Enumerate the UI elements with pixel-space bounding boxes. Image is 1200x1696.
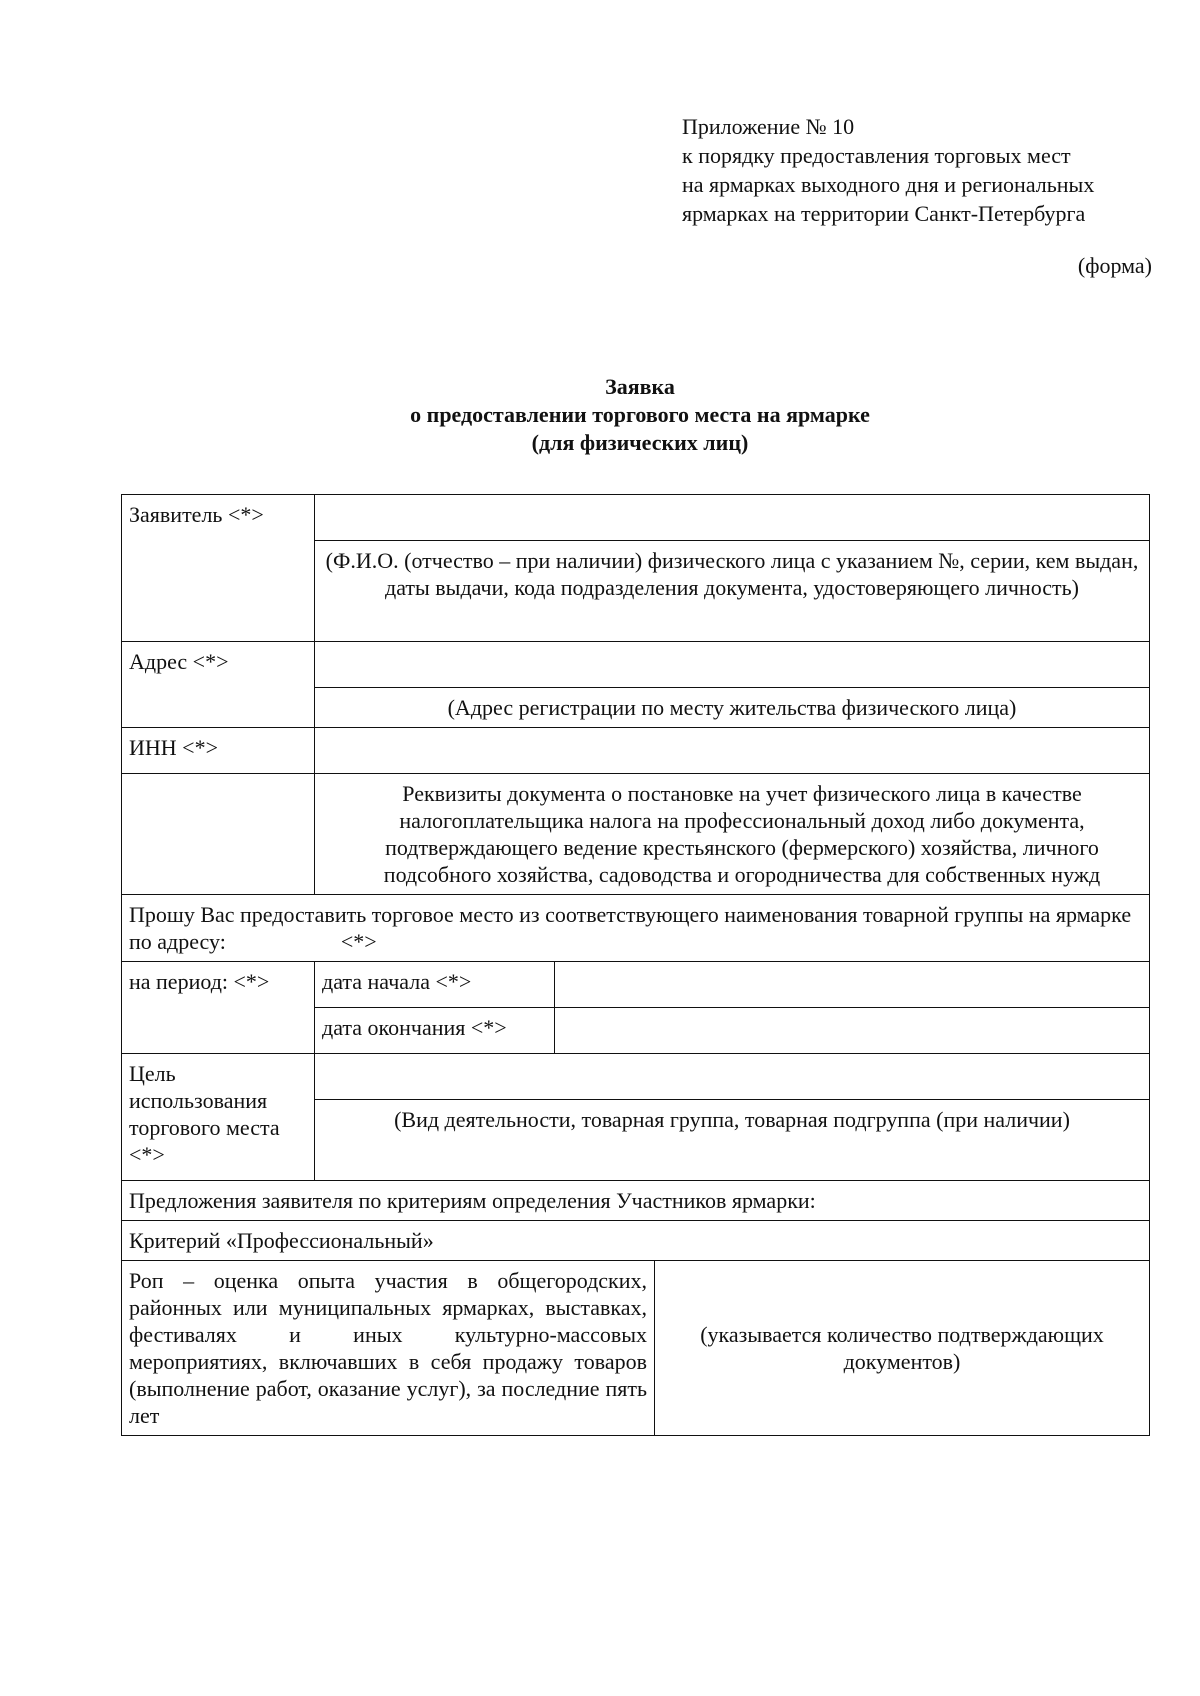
end-date-label: дата окончания <*>: [315, 1008, 555, 1054]
request-cell: [122, 895, 1150, 962]
title-line: Заявка: [605, 374, 675, 399]
purpose-note: (Вид деятельности, товарная группа, товарная подгруппа (при наличии): [315, 1100, 1150, 1181]
address-label: Адрес <*>: [122, 642, 315, 728]
inn-label: ИНН <*>: [122, 728, 315, 774]
request-marker: <*>: [340, 929, 377, 954]
title-line: (для физических лиц): [531, 430, 749, 455]
requisites-note: Реквизиты документа о постановке на учет физического лица в качестве налогоплательщика налога на профессиональный доход либо документа, подтверждающего ведение крестьянского (фермерского) хозяйства, личного подсобного хозяйства, садоводства и огородничества для собственных нужд: [315, 774, 1150, 895]
start-date-label: дата начала <*>: [315, 962, 555, 1008]
criterion-text: Критерий «Профессиональный»: [122, 1221, 1150, 1261]
applicant-field[interactable]: [315, 495, 1150, 541]
address-note: (Адрес регистрации по месту жительства физического лица): [315, 688, 1150, 728]
applicant-label: Заявитель <*>: [122, 495, 315, 642]
form-label: (форма): [1077, 253, 1152, 278]
document-title: [0, 373, 1200, 457]
appendix-block: [682, 112, 1094, 228]
purpose-field[interactable]: [315, 1054, 1150, 1100]
application-form-table: [121, 494, 1150, 1436]
requisites-empty-cell: [122, 774, 315, 895]
rop-text: Роп – оценка опыта участия в общегородских, районных или муниципальных ярмарках, выставках, фестивалях и иных культурно-массовых мероприятиях, включавших в себя продажу товаров (выполнение работ, оказание услуг), за последние пять лет: [122, 1261, 655, 1436]
rop-note[interactable]: (указывается количество подтверждающих документов): [655, 1261, 1150, 1436]
period-label: на период: <*>: [122, 962, 315, 1054]
appendix-line: Приложение № 10: [682, 114, 855, 139]
inn-field[interactable]: [315, 728, 1150, 774]
start-date-field[interactable]: [555, 962, 1150, 1008]
title-line: о предоставлении торгового места на ярмарке: [410, 402, 870, 427]
end-date-field[interactable]: [555, 1008, 1150, 1054]
appendix-line: ярмарках на территории Санкт-Петербурга: [682, 201, 1086, 226]
applicant-note: (Ф.И.О. (отчество – при наличии) физического лица с указанием №, серии, кем выдан, даты выдачи, кода подразделения документа, удостоверяющего личность): [315, 541, 1150, 642]
appendix-line: к порядку предоставления торговых мест: [682, 143, 1071, 168]
proposals-text: Предложения заявителя по критериям определения Участников ярмарки:: [122, 1181, 1150, 1221]
appendix-line: на ярмарках выходного дня и региональных: [682, 172, 1095, 197]
request-text: Прошу Вас предоставить торговое место из соответствующего наименования товарной группы на ярмарке по адресу:: [129, 902, 1132, 954]
address-field[interactable]: [315, 642, 1150, 688]
purpose-label: Цель использования торгового места <*>: [122, 1054, 315, 1181]
